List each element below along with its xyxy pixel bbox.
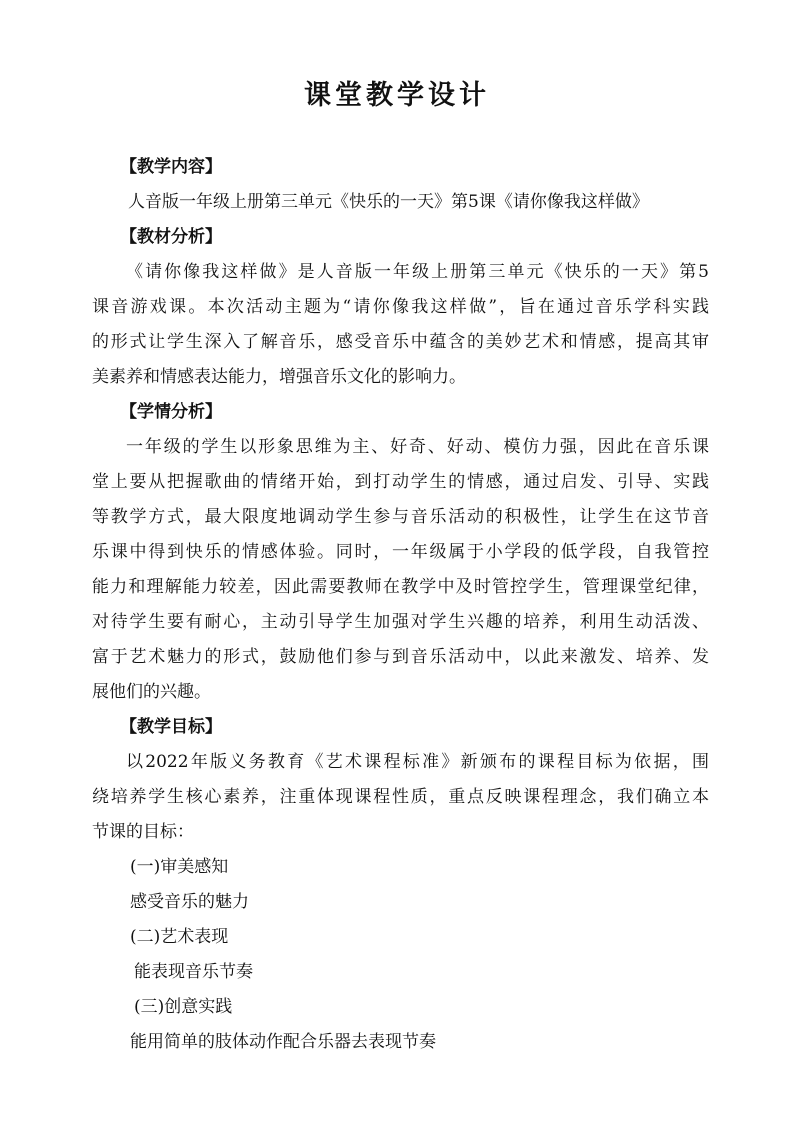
paragraph-line: 《请你像我这样做》是人音版一年级上册第三单元《快乐的一天》第5 (126, 262, 709, 282)
document-body (92, 150, 709, 1060)
paragraph-line: 对待学生要有耐心，主动引导学生加强对学生兴趣的培养，利用生动活泼、 (92, 612, 709, 632)
goal-label: (三)创意实践 (134, 997, 233, 1017)
section-heading-goals: 【教学目标】 (120, 717, 222, 737)
paragraph-line: 堂上要从把握歌曲的情绪开始，到打动学生的情感，通过启发、引导、实践 (92, 472, 709, 492)
goal-label: (二)艺术表现 (130, 927, 229, 947)
paragraph-line: 乐课中得到快乐的情感体验。同时，一年级属于小学段的低学段，自我管控 (92, 542, 709, 562)
section-heading-students: 【学情分析】 (120, 402, 222, 422)
section-heading-material: 【教材分析】 (120, 227, 222, 247)
page-title: 课堂教学设计 (304, 80, 490, 111)
paragraph-line: 课音游戏课。本次活动主题为“请你像我这样做”，旨在通过音乐学科实践 (92, 297, 709, 317)
paragraph-line: 一年级的学生以形象思维为主、好奇、好动、模仿力强，因此在音乐课 (126, 437, 709, 457)
paragraph-line: 展他们的兴趣。 (92, 682, 211, 702)
goal-text: 能表现音乐节奏 (134, 962, 253, 982)
paragraph-line: 富于艺术魅力的形式，鼓励他们参与到音乐活动中，以此来激发、培养、发 (92, 647, 709, 667)
paragraph-line: 节课的目标： (92, 822, 194, 842)
paragraph-line: 绕培养学生核心素养，注重体现课程性质，重点反映课程理念，我们确立本 (92, 787, 709, 807)
goal-text: 能用简单的肢体动作配合乐器去表现节奏 (130, 1032, 436, 1052)
goal-label: (一)审美感知 (130, 857, 229, 877)
paragraph-line: 人音版一年级上册第三单元《快乐的一天》第5课《请你像我这样做》 (128, 192, 649, 212)
goal-text: 感受音乐的魅力 (130, 892, 249, 912)
paragraph-line: 以2022年版义务教育《艺术课程标准》新颁布的课程目标为依据，围 (126, 752, 709, 772)
paragraph-line: 能力和理解能力较差，因此需要教师在教学中及时管控学生，管理课堂纪律， (92, 577, 709, 597)
paragraph-line: 等教学方式，最大限度地调动学生参与音乐活动的积极性，让学生在这节音 (92, 507, 709, 527)
paragraph-line: 的形式让学生深入了解音乐，感受音乐中蕴含的美妙艺术和情感，提高其审 (92, 332, 709, 352)
paragraph-line: 美素养和情感表达能力，增强音乐文化的影响力。 (92, 367, 466, 387)
section-heading-content: 【教学内容】 (120, 157, 222, 177)
